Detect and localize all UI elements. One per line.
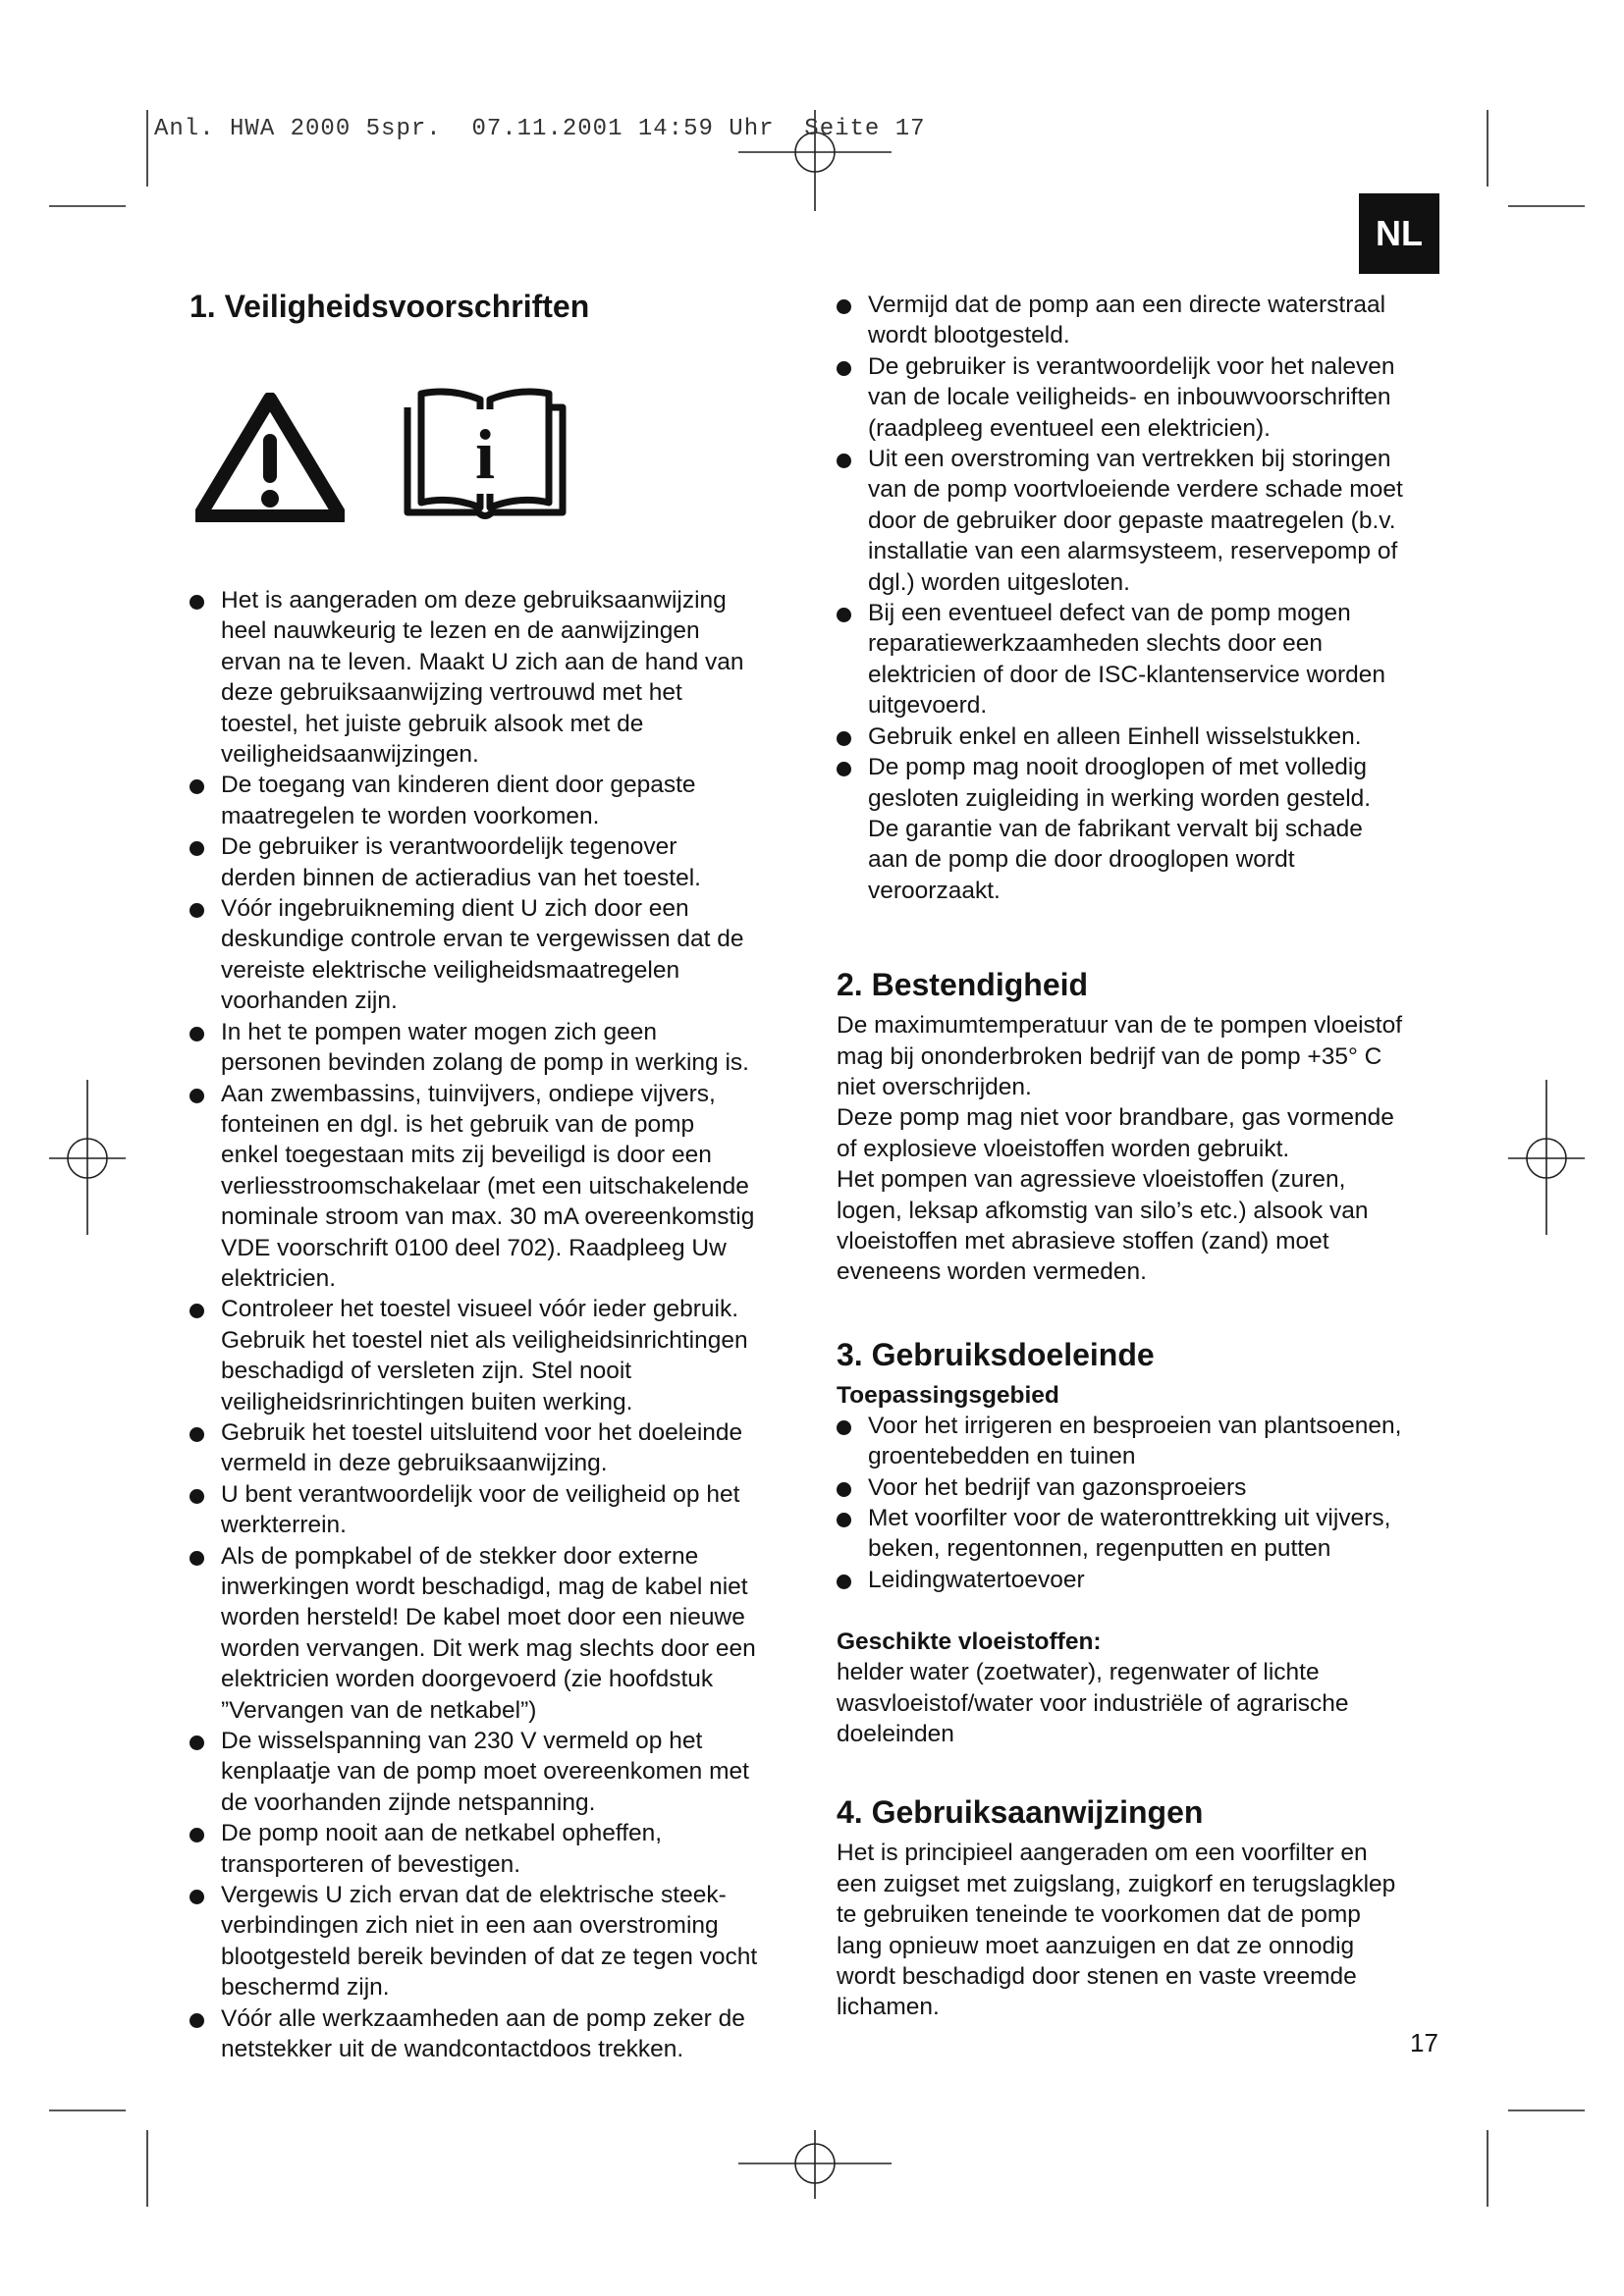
section3-bullets [837, 1411, 1445, 1595]
section4-title: 4. Gebruiksaanwijzingen [837, 1794, 1204, 1831]
list-item: U bent verantwoordelijk voor de veiligheid op het werkterrein. [189, 1479, 798, 1541]
list-item: De gebruiker is verantwoordelijk voor het naleven van de locale veiligheids- en inbouwvoorschriften (raadpleeg eventueel een elektricien). [837, 351, 1445, 444]
section2-paragraph: Het pompen van agressieve vloeistoffen (zuren, logen, leksap afkomstig van silo’s etc.) alsook van vloeistoffen met abrasieve stoffen (zand) moet eveneens worden vermeden. [837, 1166, 1369, 1286]
list-item: De gebruiker is verantwoordelijk tegenover derden binnen de actieradius van het toestel. [189, 831, 798, 893]
page-number: 17 [1410, 2028, 1438, 2057]
section4-text: Het is principieel aangeraden om een voorfilter en een zuigset met zuigslang, zuigkorf en terugslagklep te gebruiken teneinde te voorkomen dat de pomp lang opnieuw moet aanzuigen en dat ze onnodig wordt beschadigd door stenen en vaste vreemde lichamen. [837, 1840, 1396, 2021]
list-item: Als de pompkabel of de stekker door externe inwerkingen wordt beschadigd, mag de kabel niet worden hersteld! De kabel moet door een nieuwe worden vervangen. Dit werk mag slechts door een elektricien worden doorgevoerd (zie hoofdstuk ”Vervangen van de netkabel”) [189, 1541, 798, 1726]
section2-paragraph: De maximumtemperatuur van de te pompen vloeistof mag bij ononderbroken bedrijf van de pomp +35° C niet overschrijden. [837, 1012, 1403, 1100]
list-item: Vóór alle werkzaamheden aan de pomp zeker de netstekker uit de wandcontactdoos trekken. [189, 2003, 798, 2065]
list-item: De wisselspanning van 230 V vermeld op het kenplaatje van de pomp moet overeenkomen met de voorhanden zijnde netspanning. [189, 1726, 798, 1818]
section2-title: 2. Bestendigheid [837, 967, 1089, 1003]
registration-target-left [49, 1080, 126, 1235]
warning-triangle-icon [195, 393, 345, 522]
section1-bullets [189, 585, 798, 2065]
print-slug-header: Anl. HWA 2000 5spr. 07.11.2001 14:59 Uhr Seite 17 [154, 116, 926, 142]
list-item: De pomp nooit aan de netkabel opheffen, transporteren of bevestigen. [189, 1818, 798, 1880]
fluids-text: helder water (zoetwater), regenwater of lichte wasvloeistof/water voor industriële of agrarische doeleinden [837, 1659, 1349, 1748]
svg-text:i: i [474, 415, 496, 494]
safety-icons [195, 375, 798, 522]
list-item: Het is aangeraden om deze gebruiksaanwijzing heel nauwkeurig te lezen en de aanwijzingen ervan na te leven. Maakt U zich aan de hand van deze gebruiksaanwijzing vertrouwd met het toestel, het juiste gebruik alsook met de veiligheidsaanwijzingen. [189, 585, 798, 770]
list-item: Bij een eventueel defect van de pomp mogen reparatiewerkzaamheden slechts door een elektricien of door de ISC-klantenservice worden uitgevoerd. [837, 598, 1445, 721]
list-item: Aan zwembassins, tuinvijvers, ondiepe vijvers, fonteinen en dgl. is het gebruik van de pomp enkel toegestaan mits zij beveiligd is door een verliesstroomschakelaar (met een uitschakelende nominale stroom van max. 30 mA overeenkomstig VDE voorschrift 0100 deel 702). Raadpleeg Uw elektricien. [189, 1079, 798, 1295]
right-column [837, 287, 1445, 2023]
registration-target-right [1508, 1080, 1585, 1235]
list-item: Vóór ingebruikneming dient U zich door een deskundige controle ervan te vergewissen dat de vereiste elektrische veiligheidsmaatregelen voorhanden zijn. [189, 893, 798, 1017]
list-item: Leidingwatertoevoer [837, 1565, 1445, 1595]
list-item: De pomp mag nooit drooglopen of met volledig gesloten zuigleiding in werking worden gesteld. De garantie van de fabrikant vervalt bij schade aan de pomp die door drooglopen wordt veroorzaakt. [837, 752, 1445, 906]
list-item: Gebruik enkel en alleen Einhell wisselstukken. [837, 721, 1445, 752]
section3-title: 3. Gebruiksdoeleinde [837, 1336, 1155, 1372]
section3-subtitle: Toepassingsgebied [837, 1381, 1059, 1409]
left-column [189, 287, 798, 2065]
list-item: Voor het bedrijf van gazonsproeiers [837, 1472, 1445, 1503]
list-item: Vermijd dat de pomp aan een directe waterstraal wordt blootgesteld. [837, 290, 1445, 351]
language-badge: NL [1359, 193, 1439, 274]
list-item: Vergewis U zich ervan dat de elektrische steek- verbindingen zich niet in een aan overstroming blootgesteld bereik bevinden of dat ze tegen vocht beschermd zijn. [189, 1880, 798, 2003]
list-item: De toegang van kinderen dient door gepaste maatregelen te worden voorkomen. [189, 770, 798, 831]
list-item: Uit een overstroming van vertrekken bij storingen van de pomp voortvloeiende verdere schade moet door de gebruiker door gepaste maatregelen (b.v. installatie van een alarmsysteem, reservepomp of dgl.) worden uitgesloten. [837, 444, 1445, 598]
list-item: In het te pompen water mogen zich geen personen bevinden zolang de pomp in werking is. [189, 1017, 798, 1079]
fluids-title: Geschikte vloeistoffen: [837, 1629, 1102, 1656]
section2-paragraph: Deze pomp mag niet voor brandbare, gas vormende of explosieve vloeistoffen worden gebruikt. [837, 1104, 1394, 1162]
list-item: Met voorfilter voor de wateronttrekking uit vijvers, beken, regentonnen, regenputten en putten [837, 1503, 1445, 1565]
list-item: Voor het irrigeren en besproeien van plantsoenen, groentebedden en tuinen [837, 1411, 1445, 1472]
registration-target-bottom [738, 2130, 892, 2199]
list-item: Controleer het toestel visueel vóór ieder gebruik. Gebruik het toestel niet als veiligheidsinrichtingen beschadigd of versleten zijn. Stel nooit veiligheidsrinrichtingen buiten werking. [189, 1294, 798, 1417]
list-item: Gebruik het toestel uitsluitend voor het doeleinde vermeld in deze gebruiksaanwijzing. [189, 1417, 798, 1479]
section1-title: 1. Veiligheidsvoorschriften [189, 289, 590, 324]
section1-bullets-continued [837, 290, 1445, 906]
info-manual-icon [402, 380, 568, 522]
